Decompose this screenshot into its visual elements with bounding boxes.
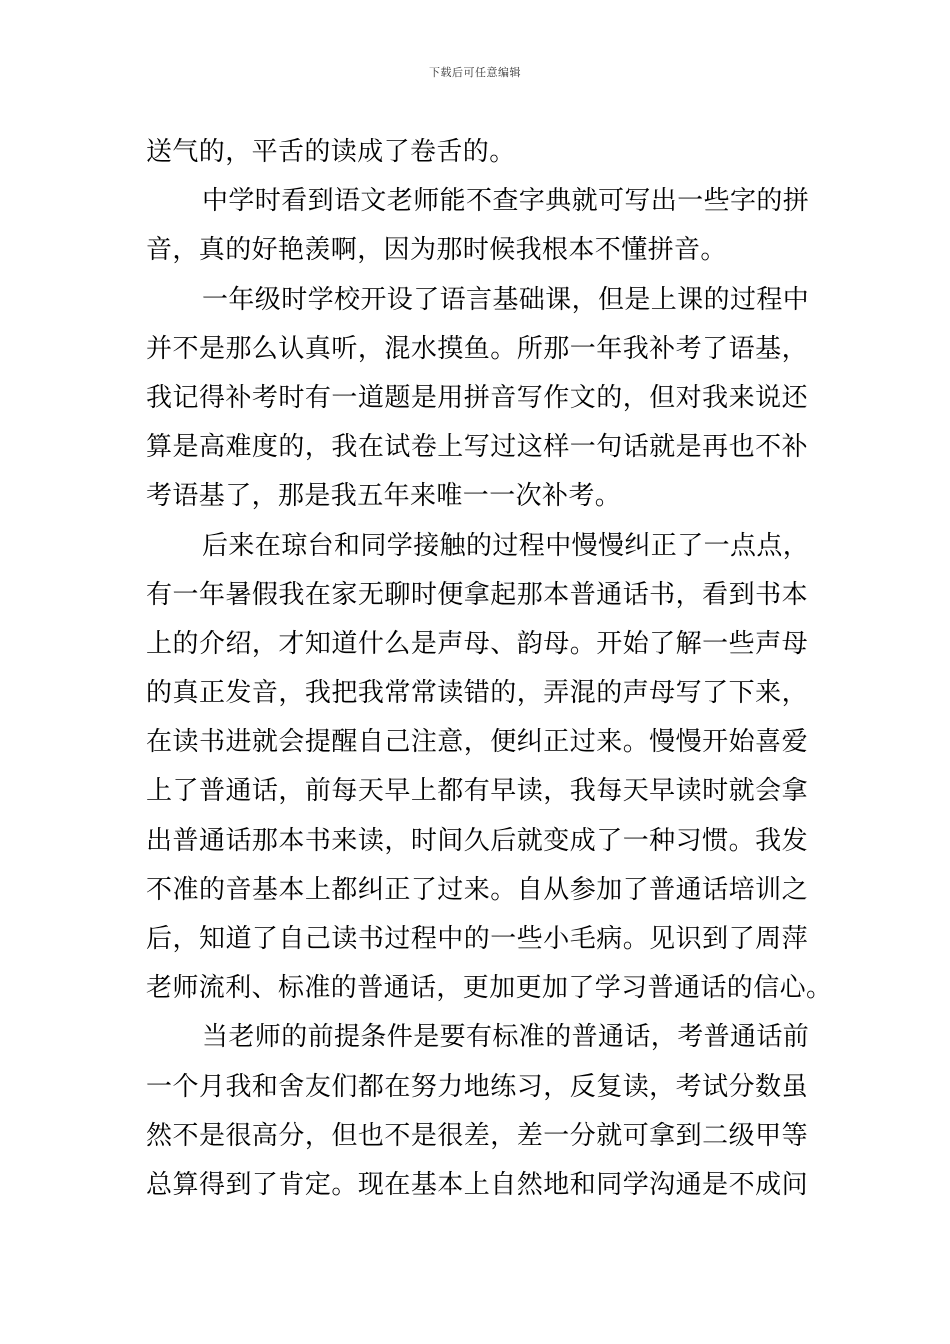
text-line: 上的介绍，才知道什么是声母、韵母。开始了解一些声母 bbox=[146, 628, 808, 659]
text-line: 一个月我和舍友们都在努力地练习，反复读，考试分数虽 bbox=[146, 1071, 808, 1102]
body-text bbox=[146, 128, 833, 1210]
text-line: 后来在琼台和同学接触的过程中慢慢纠正了一点点， bbox=[202, 530, 810, 561]
text-line: 有一年暑假我在家无聊时便拿起那本普通话书，看到书本 bbox=[146, 579, 808, 610]
text-line: 上了普通话，前每天早上都有早读，我每天早读时就会拿 bbox=[146, 776, 808, 807]
text-line: 不准的音基本上都纠正了过来。自从参加了普通话培训之 bbox=[146, 874, 808, 905]
text-line: 然不是很高分，但也不是很差，差一分就可拿到二级甲等 bbox=[146, 1120, 808, 1151]
text-line: 并不是那么认真听，混水摸鱼。所那一年我补考了语基， bbox=[146, 333, 808, 364]
text-line: 考语基了，那是我五年来唯一一次补考。 bbox=[146, 481, 622, 512]
text-line: 的真正发音，我把我常常读错的，弄混的声母写了下来， bbox=[146, 678, 808, 709]
text-line: 在读书进就会提醒自己注意，便纠正过来。慢慢开始喜爱 bbox=[146, 727, 808, 758]
text-line: 我记得补考时有一道题是用拼音写作文的，但对我来说还 bbox=[146, 382, 808, 413]
text-line: 当老师的前提条件是要有标准的普通话，考普通话前 bbox=[202, 1022, 810, 1053]
page-header: 下载后可任意编辑 bbox=[429, 66, 521, 79]
text-line: 一年级时学校开设了语言基础课，但是上课的过程中 bbox=[202, 284, 810, 315]
text-line: 音，真的好艳羡啊，因为那时候我根本不懂拼音。 bbox=[146, 235, 727, 266]
text-line: 中学时看到语文老师能不查字典就可写出一些字的拼 bbox=[202, 186, 810, 217]
text-line: 出普通话那本书来读，时间久后就变成了一种习惯。我发 bbox=[146, 825, 808, 856]
text-line: 老师流利、标准的普通话，更加更加了学习普通话的信心。 bbox=[146, 973, 833, 1004]
text-line: 总算得到了肯定。现在基本上自然地和同学沟通是不成问 bbox=[146, 1169, 808, 1200]
text-line: 算是高难度的，我在试卷上写过这样一句话就是再也不补 bbox=[146, 432, 808, 463]
text-line: 送气的，平舌的读成了卷舌的。 bbox=[146, 137, 516, 167]
text-line: 后，知道了自己读书过程中的一些小毛病。见识到了周萍 bbox=[146, 924, 808, 954]
